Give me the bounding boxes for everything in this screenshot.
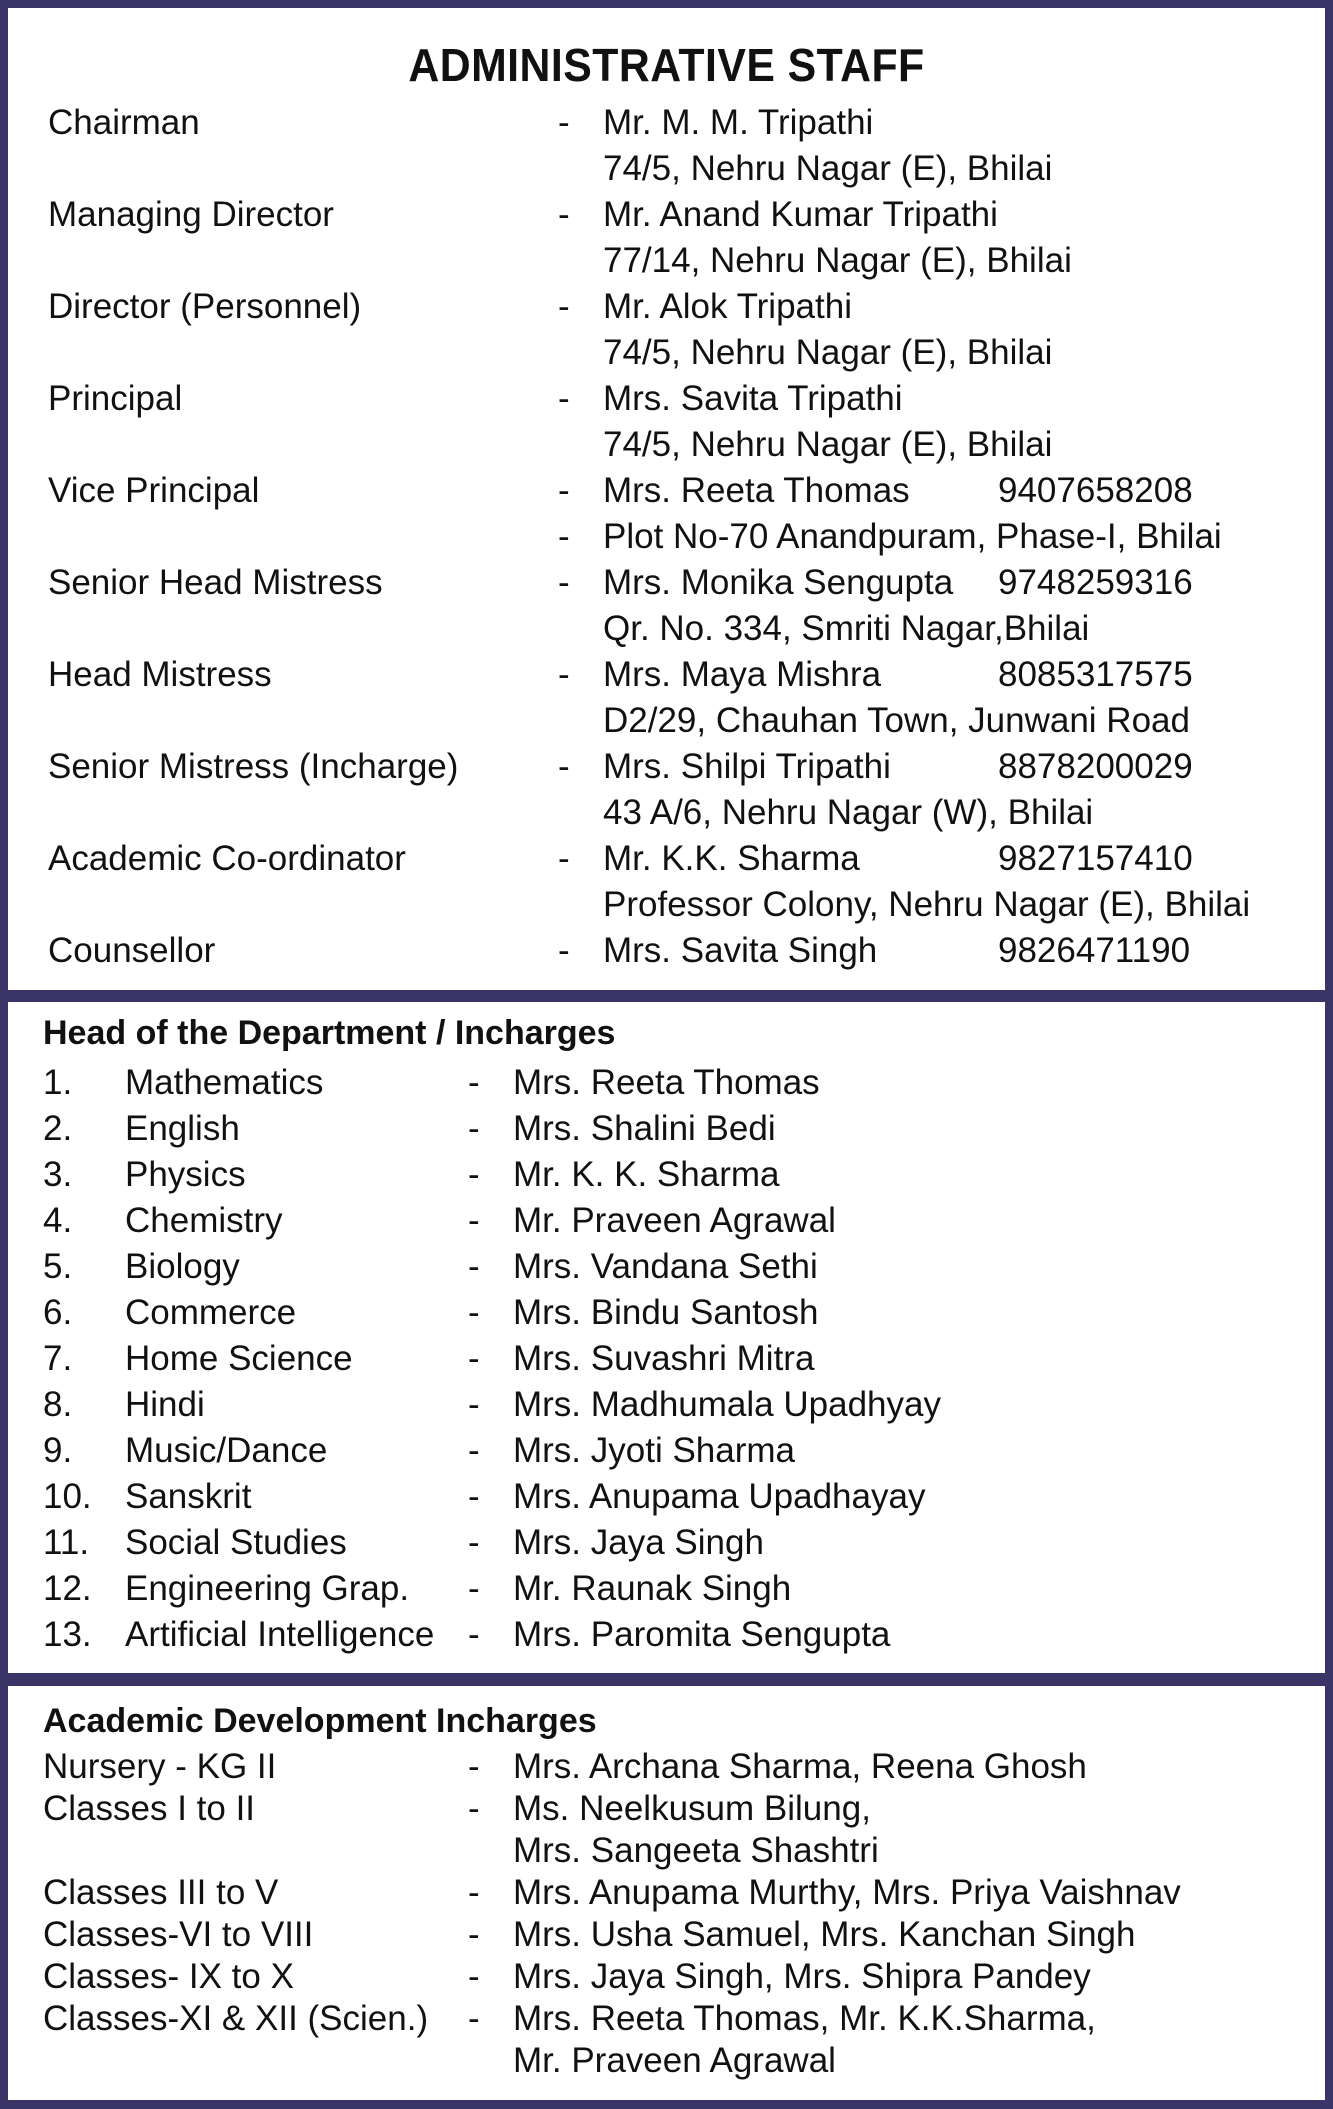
department-row	[8, 1198, 1325, 1244]
dash-separator: -	[558, 517, 570, 556]
academic-line	[8, 1872, 1325, 1914]
department-subject: Social Studies	[125, 1523, 347, 1562]
dash-separator: -	[558, 839, 570, 878]
department-subject: English	[125, 1109, 240, 1148]
staff-address: 74/5, Nehru Nagar (E), Bhilai	[603, 425, 1053, 464]
staff-line	[8, 238, 1325, 284]
dash-separator: -	[558, 287, 570, 326]
staff-line	[8, 514, 1325, 560]
admin-staff-list	[8, 100, 1325, 974]
dash-separator: -	[468, 1747, 480, 1786]
row-number: 6.	[43, 1293, 73, 1332]
academic-row	[8, 1914, 1325, 1956]
department-head-name: Mrs. Madhumala Upadhyay	[513, 1385, 941, 1424]
staff-name: Mrs. Maya Mishra	[603, 655, 882, 694]
dash-separator: -	[558, 931, 570, 970]
class-range: Classes I to II	[43, 1789, 256, 1828]
department-row	[8, 1290, 1325, 1336]
staff-line	[8, 882, 1325, 928]
row-number: 1.	[43, 1063, 73, 1102]
incharge-names: Mrs. Jaya Singh, Mrs. Shipra Pandey	[513, 1957, 1091, 1996]
incharge-names: Mrs. Reeta Thomas, Mr. K.K.Sharma,	[513, 1999, 1096, 2038]
staff-role: Managing Director	[48, 195, 334, 234]
department-head-name: Mrs. Jyoti Sharma	[513, 1431, 795, 1470]
staff-name: Mr. Anand Kumar Tripathi	[603, 195, 998, 234]
dash-separator: -	[468, 1789, 480, 1828]
dash-separator: -	[468, 1615, 480, 1654]
class-range: Classes-XI & XII (Scien.)	[43, 1999, 429, 2038]
department-row	[8, 1060, 1325, 1106]
row-number: 3.	[43, 1155, 73, 1194]
staff-row	[8, 836, 1325, 928]
staff-address: Professor Colony, Nehru Nagar (E), Bhilai	[603, 885, 1251, 924]
staff-line	[8, 330, 1325, 376]
department-row	[8, 1152, 1325, 1198]
staff-row	[8, 652, 1325, 744]
department-subject: Music/Dance	[125, 1431, 328, 1470]
department-subject: Biology	[125, 1247, 240, 1286]
class-range: Classes- IX to X	[43, 1957, 294, 1996]
department-head-name: Mr. Praveen Agrawal	[513, 1201, 836, 1240]
staff-row	[8, 560, 1325, 652]
staff-line	[8, 790, 1325, 836]
dash-separator: -	[468, 1155, 480, 1194]
row-number: 11.	[43, 1523, 90, 1562]
staff-line	[8, 560, 1325, 606]
staff-line	[8, 468, 1325, 514]
class-range: Classes-VI to VIII	[43, 1915, 314, 1954]
incharge-names: Mr. Praveen Agrawal	[513, 2041, 836, 2080]
row-number: 10.	[43, 1477, 92, 1516]
academic-development-panel	[8, 1686, 1325, 2100]
staff-name: Mrs. Shilpi Tripathi	[603, 747, 891, 786]
dash-separator: -	[468, 1293, 480, 1332]
dash-separator: -	[468, 1957, 480, 1996]
dash-separator: -	[468, 1385, 480, 1424]
staff-line	[8, 100, 1325, 146]
dash-separator: -	[558, 655, 570, 694]
class-range: Nursery - KG II	[43, 1747, 277, 1786]
dash-separator: -	[468, 1431, 480, 1470]
section-heading-hod: Head of the Department / Incharges	[43, 1014, 616, 1052]
staff-address: 43 A/6, Nehru Nagar (W), Bhilai	[603, 793, 1094, 832]
department-heads-panel	[8, 1002, 1325, 1673]
academic-row	[8, 1872, 1325, 1914]
department-head-name: Mrs. Reeta Thomas	[513, 1063, 820, 1102]
academic-row	[8, 1788, 1325, 1872]
dash-separator: -	[468, 1999, 480, 2038]
dash-separator: -	[468, 1569, 480, 1608]
dash-separator: -	[468, 1109, 480, 1148]
staff-line	[8, 698, 1325, 744]
academic-incharges-list	[8, 1746, 1325, 2082]
dash-separator: -	[558, 471, 570, 510]
dash-separator: -	[558, 103, 570, 142]
dash-separator: -	[558, 747, 570, 786]
department-head-name: Mrs. Anupama Upadhayay	[513, 1477, 926, 1516]
department-row	[8, 1336, 1325, 1382]
staff-line	[8, 422, 1325, 468]
staff-role: Senior Mistress (Incharge)	[48, 747, 459, 786]
staff-role: Principal	[48, 379, 183, 418]
row-number: 12.	[43, 1569, 92, 1608]
row-number: 9.	[43, 1431, 73, 1470]
row-number: 2.	[43, 1109, 73, 1148]
incharge-names: Mrs. Archana Sharma, Reena Ghosh	[513, 1747, 1087, 1786]
department-head-name: Mrs. Bindu Santosh	[513, 1293, 819, 1332]
department-subject: Hindi	[125, 1385, 205, 1424]
staff-address: 74/5, Nehru Nagar (E), Bhilai	[603, 333, 1053, 372]
staff-name: Mr. K.K. Sharma	[603, 839, 860, 878]
row-number: 4.	[43, 1201, 73, 1240]
department-row	[8, 1474, 1325, 1520]
staff-line	[8, 192, 1325, 238]
staff-line	[8, 606, 1325, 652]
staff-address: Plot No-70 Anandpuram, Phase-I, Bhilai	[603, 517, 1222, 556]
academic-row	[8, 1998, 1325, 2082]
department-subject: Engineering Grap.	[125, 1569, 410, 1608]
academic-line	[8, 1830, 1325, 1872]
academic-row	[8, 1956, 1325, 1998]
staff-name: Mrs. Savita Singh	[603, 931, 878, 970]
staff-name: Mrs. Reeta Thomas	[603, 471, 910, 510]
staff-name: Mrs. Monika Sengupta	[603, 563, 954, 602]
staff-name: Mrs. Savita Tripathi	[603, 379, 903, 418]
dash-separator: -	[558, 563, 570, 602]
staff-address: D2/29, Chauhan Town, Junwani Road	[603, 701, 1190, 740]
academic-line	[8, 2040, 1325, 2082]
incharge-names: Mrs. Usha Samuel, Mrs. Kanchan Singh	[513, 1915, 1136, 1954]
department-subject: Physics	[125, 1155, 246, 1194]
class-range: Classes III to V	[43, 1873, 279, 1912]
row-number: 7.	[43, 1339, 73, 1378]
department-row	[8, 1244, 1325, 1290]
staff-row	[8, 744, 1325, 836]
staff-phone: 8085317575	[998, 655, 1193, 694]
staff-line	[8, 376, 1325, 422]
department-subject: Chemistry	[125, 1201, 283, 1240]
incharge-names: Mrs. Sangeeta Shashtri	[513, 1831, 879, 1870]
department-subject: Mathematics	[125, 1063, 324, 1102]
administrative-staff-panel	[8, 8, 1325, 990]
staff-name: Mr. M. M. Tripathi	[603, 103, 874, 142]
staff-name: Mr. Alok Tripathi	[603, 287, 852, 326]
department-row	[8, 1382, 1325, 1428]
academic-line	[8, 1746, 1325, 1788]
staff-line	[8, 146, 1325, 192]
staff-row	[8, 468, 1325, 560]
department-row	[8, 1520, 1325, 1566]
department-subject: Artificial Intelligence	[125, 1615, 435, 1654]
department-head-name: Mrs. Vandana Sethi	[513, 1247, 818, 1286]
staff-phone: 8878200029	[998, 747, 1193, 786]
department-head-name: Mr. K. K. Sharma	[513, 1155, 780, 1194]
staff-line	[8, 928, 1325, 974]
staff-line	[8, 652, 1325, 698]
staff-row	[8, 284, 1325, 376]
dash-separator: -	[468, 1339, 480, 1378]
staff-role: Academic Co-ordinator	[48, 839, 406, 878]
department-row	[8, 1428, 1325, 1474]
staff-row	[8, 100, 1325, 192]
dash-separator: -	[468, 1873, 480, 1912]
department-head-name: Mrs. Jaya Singh	[513, 1523, 764, 1562]
staff-phone: 9826471190	[998, 931, 1191, 970]
department-head-name: Mrs. Shalini Bedi	[513, 1109, 776, 1148]
department-row	[8, 1106, 1325, 1152]
staff-role: Counsellor	[48, 931, 216, 970]
staff-role: Head Mistress	[48, 655, 272, 694]
dash-separator: -	[468, 1201, 480, 1240]
staff-row	[8, 928, 1325, 974]
dash-separator: -	[558, 195, 570, 234]
department-heads-list	[8, 1060, 1325, 1658]
row-number: 5.	[43, 1247, 73, 1286]
staff-phone: 9827157410	[998, 839, 1193, 878]
staff-line	[8, 744, 1325, 790]
staff-line	[8, 284, 1325, 330]
academic-line	[8, 1998, 1325, 2040]
row-number: 8.	[43, 1385, 73, 1424]
dash-separator: -	[468, 1247, 480, 1286]
department-subject: Commerce	[125, 1293, 297, 1332]
incharge-names: Mrs. Anupama Murthy, Mrs. Priya Vaishnav	[513, 1873, 1181, 1912]
academic-line	[8, 1914, 1325, 1956]
staff-address: 74/5, Nehru Nagar (E), Bhilai	[603, 149, 1053, 188]
staff-row	[8, 192, 1325, 284]
academic-line	[8, 1788, 1325, 1830]
staff-row	[8, 376, 1325, 468]
staff-line	[8, 836, 1325, 882]
staff-role: Chairman	[48, 103, 200, 142]
incharge-names: Ms. Neelkusum Bilung,	[513, 1789, 871, 1828]
staff-role: Vice Principal	[48, 471, 260, 510]
page-title: ADMINISTRATIVE STAFF	[408, 39, 925, 91]
department-subject: Home Science	[125, 1339, 353, 1378]
department-head-name: Mrs. Paromita Sengupta	[513, 1615, 891, 1654]
staff-phone: 9407658208	[998, 471, 1193, 510]
staff-phone: 9748259316	[998, 563, 1193, 602]
section-heading-academic: Academic Development Incharges	[43, 1702, 597, 1740]
department-row	[8, 1566, 1325, 1612]
staff-role: Director (Personnel)	[48, 287, 362, 326]
dash-separator: -	[468, 1915, 480, 1954]
dash-separator: -	[468, 1477, 480, 1516]
department-row	[8, 1612, 1325, 1658]
department-head-name: Mr. Raunak Singh	[513, 1569, 792, 1608]
row-number: 13.	[43, 1615, 92, 1654]
academic-row	[8, 1746, 1325, 1788]
dash-separator: -	[468, 1523, 480, 1562]
department-subject: Sanskrit	[125, 1477, 252, 1516]
department-head-name: Mrs. Suvashri Mitra	[513, 1339, 815, 1378]
dash-separator: -	[468, 1063, 480, 1102]
academic-line	[8, 1956, 1325, 1998]
staff-address: 77/14, Nehru Nagar (E), Bhilai	[603, 241, 1072, 280]
staff-role: Senior Head Mistress	[48, 563, 383, 602]
staff-address: Qr. No. 334, Smriti Nagar,Bhilai	[603, 609, 1090, 648]
dash-separator: -	[558, 379, 570, 418]
